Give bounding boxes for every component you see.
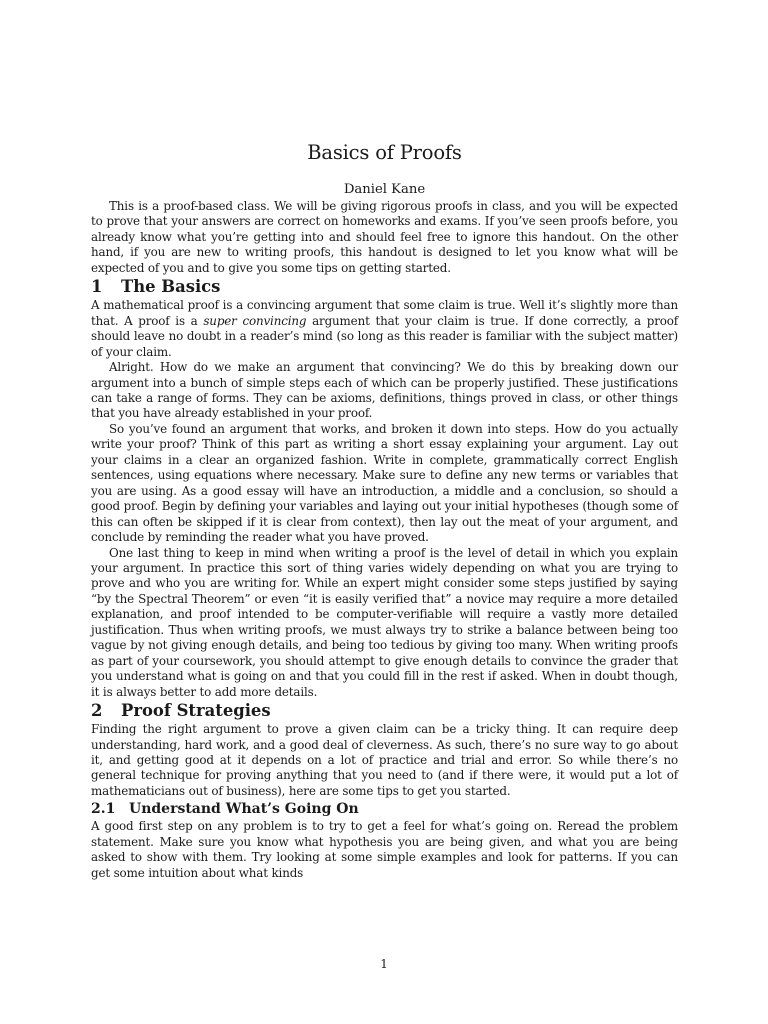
section-title: The Basics: [121, 277, 221, 297]
section-number: 1: [91, 277, 103, 297]
understand-paragraph-1: A good first step on any problem is to try to get a feel for what’s going on. Reread the problem statement. Make sure you know what hypothesis you are being given, and what you are being asked to show with them. Try looking at some simple examples and look for patterns. If you can get some intuition about what kinds: [91, 819, 678, 880]
basics-paragraph-4: One last thing to keep in mind when writing a proof is the level of detail in which you explain your argument. In practice this sort of thing varies widely depending on what you are trying to prove and who you are writing for. While an expert might consider some steps justified by saying “by the Spectral Theorem” or even “it is easily verified that” a novice may require a more detailed explanation, and proof intended to be computer-verifiable will require a vastly more detailed justification. Thus when writing proofs, we must always try to strike a balance between being too vague by not giving enough details, and being too tedious by giving too many. When writing proofs as part of your coursework, you should attempt to give enough details to convince the grader that you understand what is going on and that you could fill in the rest if asked. When in doubt though, it is always better to add more details.: [91, 545, 678, 699]
subsection-heading-understand: [91, 799, 678, 819]
section-title: Proof Strategies: [121, 701, 271, 721]
paragraph-text: A mathematical proof is a convincing argument that some claim is true. Well it’s slightly more than that. A proof is a: [91, 298, 678, 328]
section-heading-proof-strategies: [91, 700, 678, 722]
basics-paragraph-2: Alright. How do we make an argument that convincing? We do this by breaking down our argument into a bunch of simple steps each of which can be properly justified. These justifications can take a range of forms. They can be axioms, definitions, things proved in class, or other things that you have already established in your proof.: [91, 360, 678, 421]
section-number: 2: [91, 701, 103, 721]
basics-paragraph-3: So you’ve found an argument that works, and broken it down into steps. How do you actually write your proof? Think of this part as writing a short essay explaining your argument. Lay out your claims in a clear an organized fashion. Write in complete, grammatically correct English sentences, using equations where necessary. Make sure to define any new terms or variables that you are using. As a good essay will have an introduction, a middle and a conclusion, so should a good proof. Begin by defining your variables and laying out your initial hypotheses (though some of this can often be skipped if it is clear from context), then lay out the meat of your argument, and conclude by reminding the reader what you have proved.: [91, 421, 678, 545]
strategies-paragraph-1: Finding the right argument to prove a given claim can be a tricky thing. It can require deep understanding, hard work, and a good deal of cleverness. As such, there’s no sure way to go about it, and getting good at it depends on a lot of practice and trial and error. So while there’s no general technique for proving anything that you need to (and if there were, it would put a lot of mathematicians out of business), here are some tips to get you started.: [91, 722, 678, 798]
basics-paragraph-1: [91, 298, 678, 360]
document-title: Basics of Proofs: [307, 141, 462, 164]
intro-paragraph: This is a proof-based class. We will be giving rigorous proofs in class, and you will be expected to prove that your answers are correct on homeworks and exams. If you’ve seen proofs before, you already know what you’re getting into and should feel free to ignore this handout. On the other hand, if you are new to writing proofs, this handout is designed to let you know what will be expected of you and to give you some tips on getting started.: [91, 199, 678, 275]
section-heading-basics: [91, 276, 678, 298]
document-page: [91, 138, 678, 881]
paragraph-text: argument that your claim is true. If done correctly, a proof should leave no doubt in a reader’s mind (so long as this reader is familiar with the subject matter) of your claim.: [91, 313, 679, 359]
subsection-title: Understand What’s Going On: [129, 801, 359, 818]
page-number: 1: [380, 957, 388, 971]
subsection-number: 2.1: [91, 801, 116, 818]
author-name: Daniel Kane: [343, 182, 426, 197]
emphasis-text: super convincing: [203, 313, 307, 328]
